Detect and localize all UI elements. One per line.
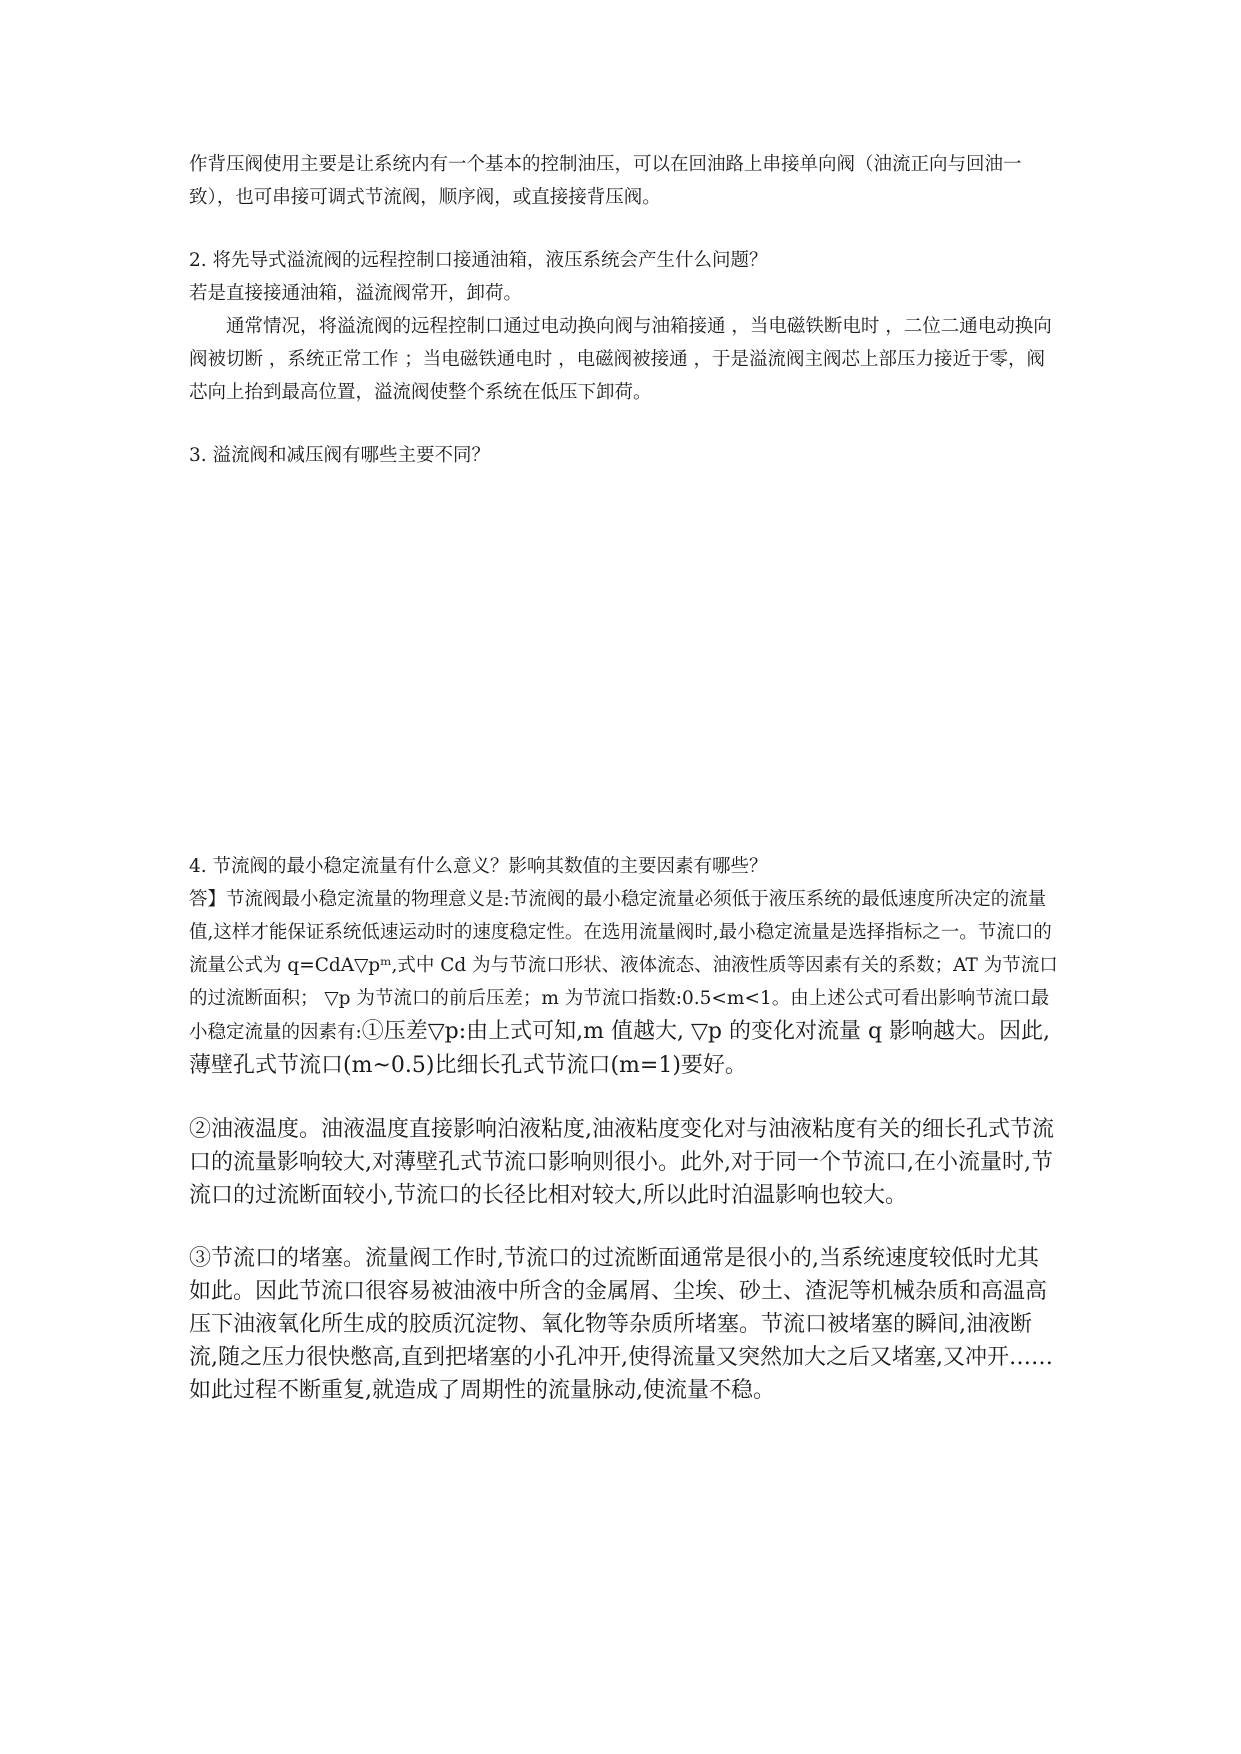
- answer-2-line-1: 若是直接接通油箱，溢流阀常开，卸荷。: [189, 283, 523, 304]
- answer-4-intro-text: 答】节流阀最小稳定流量的物理意义是:节流阀的最小稳定流量必须低于液压系统的最低速度所决定的流量值,这样才能保证系统低速运动时的速度稳定性。在选用流量阀时,最小稳定流量是选择指标之一。节流口的流量公式为 q=CdA▽pᵐ,式中 Cd 为与节流口形状、液体流态、油液性质等因素有关的系数；AT 为节流口的过流断面积； ▽p 为节流口的前后压差；m 为节流口指数:0.5<m<1。由上述公式可看出影响节流口最小稳定流量的因素有:: [189, 889, 1058, 1043]
- spacer: [189, 409, 1059, 439]
- answer-4-intro: [189, 883, 1059, 1083]
- question-2: 2. 将先导式溢流阀的远程控制口接通油箱，液压系统会产生什么问题？: [189, 250, 768, 271]
- answer-2-paragraph: 通常情况，将溢流阀的远程控制口通过电动换向阀与油箱接通 ，当电磁铁断电时 ，二位二通电动换向阀被切断 ，系统正常工作 ；当电磁铁通电时 ，电磁阀被接通 ，于是溢流阀主阀芯上部压力接近于零，阀芯向上抬到最高位置，溢流阀使整个系统在低压下卸荷。: [189, 316, 1052, 403]
- spacer: [189, 214, 1059, 244]
- answer-4-factor-3: ③节流口的堵塞。流量阀工作时,节流口的过流断面通常是很小的,当系统速度较低时尤其如此。因此节流口很容易被油液中所含的金属屑、尘埃、砂土、渣泥等机械杂质和高温高压下油液氧化所生成的胶质沉淀物、氧化物等杂质所堵塞。节流口被堵塞的瞬间,油液断流,随之压力很快憋高,直到把堵塞的小孔冲开,使得流量又突然加大之后又堵塞,又冲开……如此过程不断重复,就造成了周期性的流量脉动,使流量不稳。: [189, 1246, 1053, 1403]
- question-3: 3. 溢流阀和减压阀有哪些主要不同？: [189, 445, 491, 466]
- spacer: [189, 1212, 1059, 1242]
- answer-4-factor-1: ①压差▽p:由上式可知,m 值越大, ▽p 的变化对流量 q 影响越大。因此,薄壁孔式节流口(m~0.5)比细长孔式节流口(m=1)要好。: [189, 1019, 1051, 1078]
- question-4: 4. 节流阀的最小稳定流量有什么意义？影响其数值的主要因素有哪些？: [189, 856, 768, 877]
- spacer: [189, 1083, 1059, 1113]
- blank-answer-area: [189, 472, 1059, 850]
- answer-4-factor-2: ②油液温度。油液温度直接影响泊液粘度,油液粘度变化对与油液粘度有关的细长孔式节流口的流量影响较大,对薄壁孔式节流口影响则很小。此外,对于同一个节流口,在小流量时,节流口的过流断面较小,节流口的长径比相对较大,所以此时泊温影响也较大。: [189, 1117, 1054, 1208]
- document-page: [189, 148, 1059, 1407]
- paragraph-back-pressure-valve: 作背压阀使用主要是让系统内有一个基本的控制油压，可以在回油路上串接单向阀（油流正向与回油一致），也可串接可调式节流阀，顺序阀，或直接接背压阀。: [189, 154, 1022, 208]
